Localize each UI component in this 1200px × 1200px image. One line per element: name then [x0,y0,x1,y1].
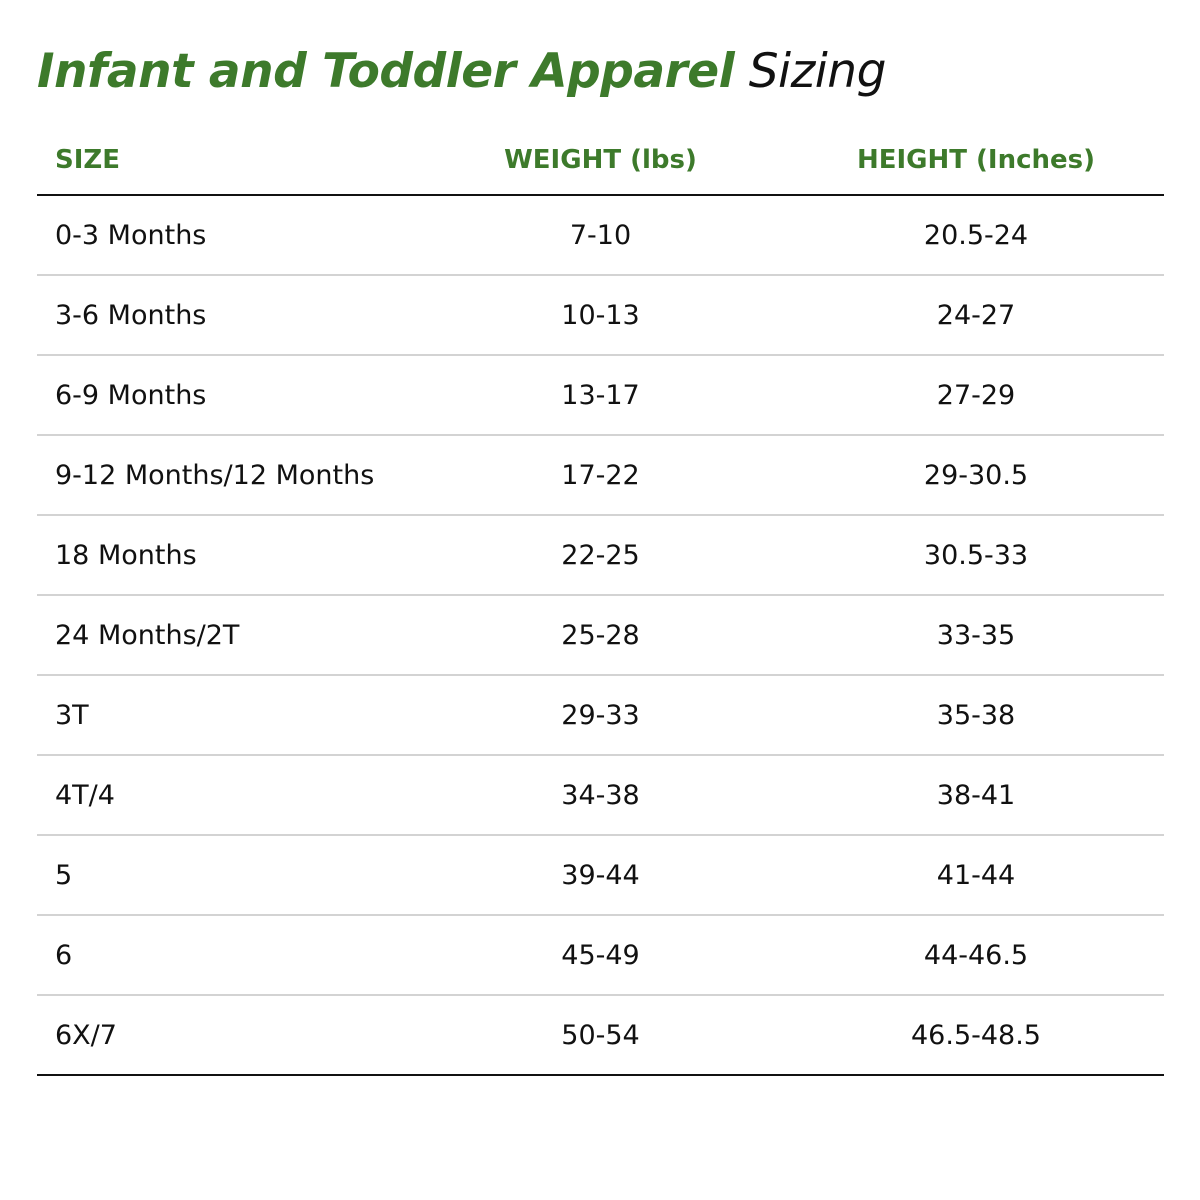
weight-cell: 10-13 [413,275,788,355]
title-main: Infant and Toddler Apparel [37,44,735,99]
height-cell: 24-27 [788,275,1164,355]
title-sub: Sizing [748,44,886,99]
height-cell: 29-30.5 [788,435,1164,515]
weight-cell: 7-10 [413,195,788,275]
header-weight: WEIGHT (lbs) [413,126,788,195]
size-cell: 6-9 Months [37,355,413,435]
size-cell: 4T/4 [37,755,413,835]
table-row [37,275,1164,355]
weight-cell: 29-33 [413,675,788,755]
table-row [37,915,1164,995]
height-cell: 41-44 [788,835,1164,915]
height-cell: 30.5-33 [788,515,1164,595]
size-cell: 5 [37,835,413,915]
size-cell: 9-12 Months/12 Months [37,435,413,515]
weight-cell: 45-49 [413,915,788,995]
size-cell: 24 Months/2T [37,595,413,675]
table-row [37,595,1164,675]
height-cell: 35-38 [788,675,1164,755]
table-row [37,195,1164,275]
height-cell: 46.5-48.5 [788,995,1164,1075]
height-cell: 33-35 [788,595,1164,675]
header-row [37,126,1164,195]
table-header [37,126,1164,195]
weight-cell: 39-44 [413,835,788,915]
table-row [37,675,1164,755]
table-row [37,515,1164,595]
size-cell: 3T [37,675,413,755]
size-cell: 6 [37,915,413,995]
weight-cell: 34-38 [413,755,788,835]
height-cell: 27-29 [788,355,1164,435]
height-cell: 38-41 [788,755,1164,835]
size-cell: 18 Months [37,515,413,595]
weight-cell: 50-54 [413,995,788,1075]
size-cell: 6X/7 [37,995,413,1075]
weight-cell: 25-28 [413,595,788,675]
table-row [37,355,1164,435]
table-body [37,195,1164,1075]
table-row [37,435,1164,515]
size-cell: 3-6 Months [37,275,413,355]
height-cell: 44-46.5 [788,915,1164,995]
height-cell: 20.5-24 [788,195,1164,275]
size-cell: 0-3 Months [37,195,413,275]
weight-cell: 22-25 [413,515,788,595]
table-row [37,835,1164,915]
header-height: HEIGHT (Inches) [788,126,1164,195]
header-size: SIZE [37,126,413,195]
size-table [37,126,1164,1076]
weight-cell: 17-22 [413,435,788,515]
page-title [37,40,886,104]
table-row [37,755,1164,835]
table-row [37,995,1164,1075]
weight-cell: 13-17 [413,355,788,435]
